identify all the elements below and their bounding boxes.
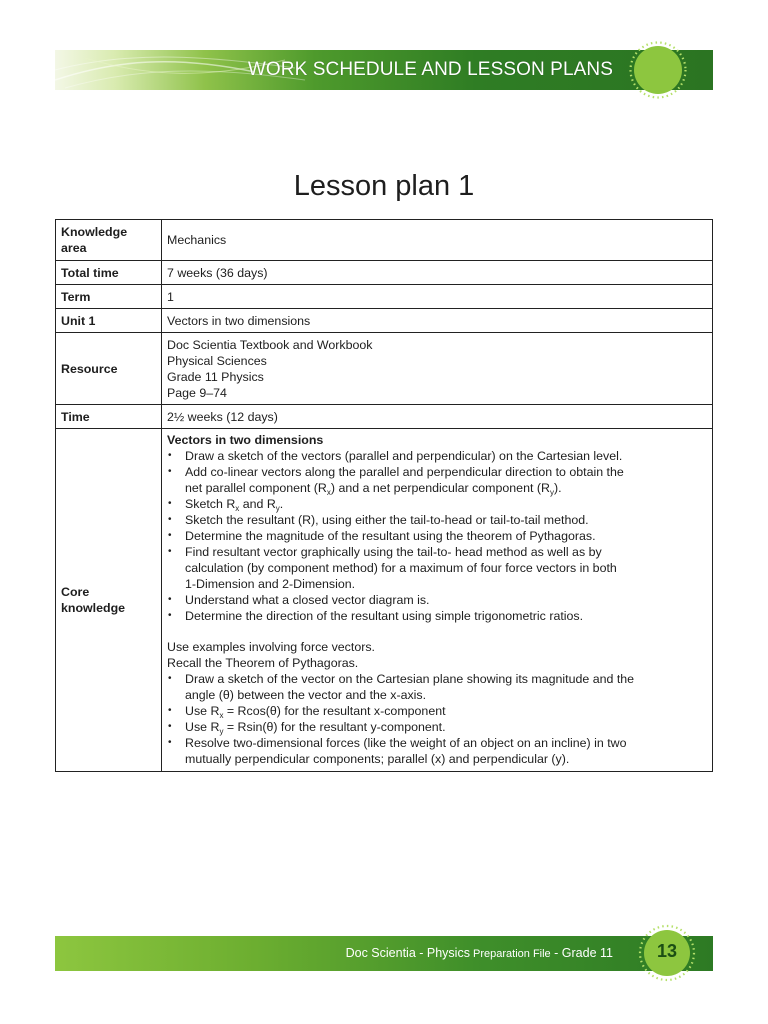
header-badge-icon [628,40,688,100]
table-row [56,285,713,309]
footer-brand: Doc Scientia [345,946,416,960]
row-label-knowledge-area: Knowledge area [56,220,162,261]
row-value-unit: Vectors in two dimensions [162,309,713,333]
table-row [56,220,713,261]
page-number: 13 [656,941,678,961]
core-knowledge-paragraph: Recall the Theorem of Pythagoras. [167,656,359,670]
list-item: • Determine the magnitude of the resultant using the theorem of Pythagoras. [167,528,707,544]
row-label-unit: Unit 1 [56,309,162,333]
table-row [56,309,713,333]
list-item: • Understand what a closed vector diagram is. [167,592,707,608]
resource-line: Physical Sciences [167,353,267,368]
footer-grade: Grade 11 [561,946,613,960]
list-item: • Sketch the resultant (R), using either the tail-to-head or tail-to-tail method. [167,512,707,528]
core-knowledge-list-2 [167,671,707,767]
row-value-term: 1 [162,285,713,309]
row-value-total-time: 7 weeks (36 days) [162,261,713,285]
row-value-knowledge-area: Mechanics [162,220,713,261]
page-title: Lesson plan 1 [293,170,475,202]
row-label-time: Time [56,405,162,429]
list-item: • Use $R_x = Rcos(\theta)$ for the resultant x-component [167,703,707,719]
core-knowledge-list [167,448,707,624]
list-item: • Find resultant vector graphically using the tail-to- head method as well as by calculation (by component method) for a maximum of four force vectors in both 1-Dimension and 2-Dimension. [167,544,707,592]
core-knowledge-heading: Vectors in two dimensions [167,433,324,447]
core-knowledge-paragraph: Use examples involving force vectors. [167,640,375,654]
row-value-resource [162,333,713,405]
footer-subject: Physics [426,946,470,960]
row-label-total-time: Total time [56,261,162,285]
table-row [56,333,713,405]
resource-line: Page 9–74 [167,385,227,400]
table-row [56,405,713,429]
list-item: • Determine the direction of the resultant using simple trigonometric ratios. [167,608,707,624]
table-row [56,261,713,285]
list-item: • Resolve two-dimensional forces (like the weight of an object on an incline) in two mutually perpendicular components; parallel (x) and perpendicular (y). [167,735,707,767]
row-label-core-knowledge: Core knowledge [56,429,162,772]
list-item: • Use $R_y = Rsin(\theta)$ for the resultant y-component. [167,719,707,735]
footer-file: Preparation File [469,948,551,960]
footer-banner [55,936,713,971]
row-label-resource: Resource [56,333,162,405]
row-value-time: 2½ weeks (12 days) [162,405,713,429]
row-label-term: Term [56,285,162,309]
resource-line: Doc Scientia Textbook and Workbook [167,337,373,352]
row-value-core-knowledge [162,429,713,772]
lesson-plan-table [55,219,713,772]
list-item: • Draw a sketch of the vector on the Cartesian plane showing its magnitude and the angle (θ) between the vector and the x-axis. [167,671,707,703]
resource-line: Grade 11 Physics [167,369,264,384]
header-title: WORK SCHEDULE AND LESSON PLANS [247,59,613,80]
header-banner [55,50,713,90]
table-row [56,429,713,772]
list-item: • Sketch $R_x$ and $R_y$. [167,496,707,512]
list-item: • Draw a sketch of the vectors (parallel and perpendicular) on the Cartesian level. [167,448,707,464]
footer-text: Doc Scientia - Physics Preparation File - Grade 11 [345,946,613,960]
list-item: • Add co-linear vectors along the parallel and perpendicular direction to obtain the net parallel component $(R_x)$ and a net perpendicular component $(R_y)$. [167,464,707,496]
